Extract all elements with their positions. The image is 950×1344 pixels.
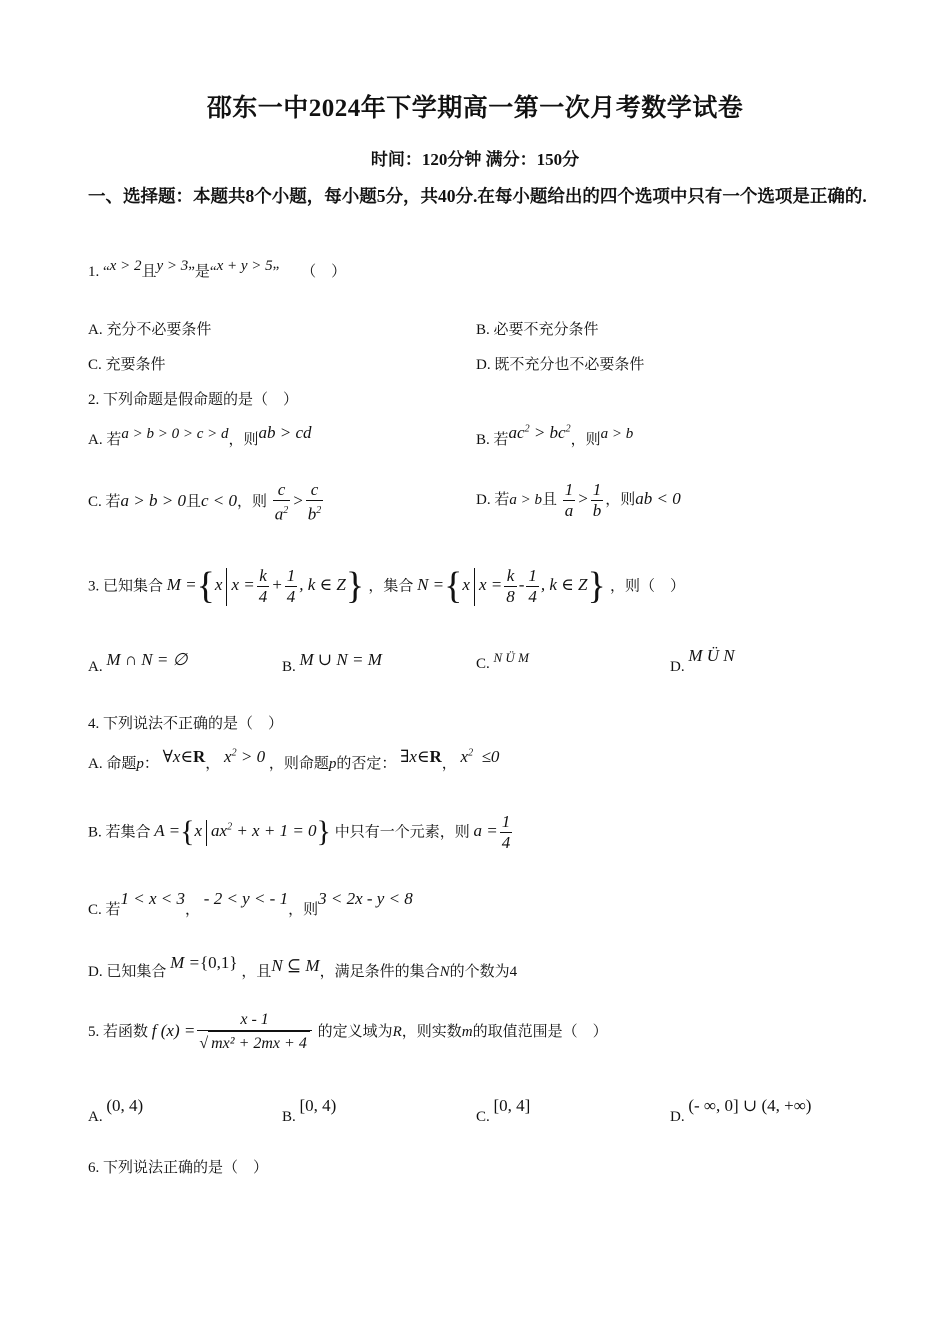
q6-stem: 6. 下列说法正确的是（ ） <box>88 1160 269 1176</box>
q4-b-set: A ={x $ax^2 + x + 1 = 0$} <box>154 815 331 849</box>
q2-option-a: A. 若a > b > 0 > c > d，则ab > cd <box>88 423 312 448</box>
exam-time-score: 时间：120分钟 满分：150分 <box>370 150 580 169</box>
q2-a-result: ab > cd <box>258 423 312 442</box>
q3-option-d: D. M Ü N <box>670 646 735 675</box>
q2-d-cond1: a > b <box>509 491 542 508</box>
q4-b-value: a = $\frac{1}{4}$ <box>473 812 511 852</box>
q4-option-a: A. 命题p： ∀x∈R， $x^2 > 0$ ，则命题p的否定： ∃x∈R， $x^2 \le 0$ <box>88 747 500 772</box>
q3-option-a: A. M ∩ N = ∅ <box>88 650 188 675</box>
q4-a-neg-ineq: $x^2 \le 0$ <box>460 747 500 766</box>
q1-option-c: C. 充要条件 <box>88 357 166 373</box>
q3-set-n: N ={x x = $\frac{k}{8}$ - $\frac{1}{4}$ , k ∈ Z} <box>417 565 606 608</box>
q5-option-a: A. (0, 4) <box>88 1096 144 1125</box>
q2-d-frac-left: $\frac{1}{a}$ <box>564 480 574 520</box>
q2-option-b: B. 若$ac^2 > bc^2$，则a > b <box>476 423 634 448</box>
exam-title: 邵东一中2024年下学期高一第一次月考数学试卷 <box>206 95 744 122</box>
section-heading: 一、选择题：本题共8个小题，每小题5分，共40分.在每小题给出的四个选项中只有一个选项是正确的. <box>88 186 867 206</box>
q5-function: f (x) = $\frac{x - 1}{\text{√ mx² + 2mx + 4}}$ <box>152 1021 314 1040</box>
q3-option-c: C. N Ü M <box>476 650 529 672</box>
question-3: 3. 已知集合 M ={x x = $\frac{k}{4}$ + $\frac{1}{4}$ , k ∈ Z} ，集合 N ={x x = $\frac{k}{8}$ - $\frac{1}{4}$ , k ∈ Z} ，则（ ） <box>88 565 685 608</box>
q1-number: 1. “ <box>88 264 110 280</box>
question-5: 5. 若函数 f (x) = $\frac{x - 1}{\text{√ mx² + 2mx + 4}}$ 的定义域为R，则实数m的取值范围是（ ） <box>88 1011 608 1052</box>
q2-d-result: ab < 0 <box>635 488 681 508</box>
q2-c-frac-right: $\frac{c}{b^2}$ <box>307 480 322 524</box>
q4-option-d: D. 已知集合 M ={0,1} ，且N ⊆ M，满足条件的集合N的个数为4 <box>88 953 518 980</box>
q2-stem: 2. 下列命题是假命题的是（ ） <box>88 392 299 408</box>
q2-a-condition: a > b > 0 > c > d <box>121 426 229 442</box>
q4-a-ineq: $x^2 > 0$ <box>224 747 266 766</box>
q1-option-d: D. 既不充分也不必要条件 <box>476 357 645 373</box>
q3-option-b: B. M ∪ N = M <box>282 650 382 675</box>
q1-end: ” <box>272 264 280 280</box>
q1-blank: （ ） <box>301 264 347 280</box>
q2-c-cond2: c < 0 <box>200 490 238 510</box>
q4-a-exists: ∃x∈R <box>400 747 442 766</box>
q2-d-frac-right: $\frac{1}{b}$ <box>592 480 602 520</box>
q1-cond-y: y > 3 <box>156 258 189 274</box>
q4-option-c: C. 若1 < x < 3， - 2 < y < - 1，则3 < 2x - y < 8 <box>88 889 413 918</box>
q1-mid: ”是“ <box>188 264 217 280</box>
q1-cond-sum: x + y > 5 <box>216 258 273 274</box>
q2-c-frac-left: $\frac{c}{a^2}$ <box>274 480 289 524</box>
q4-option-b: B. 若集合 A ={x $ax^2 + x + 1 = 0$} 中只有一个元素，则 a = $\frac{1}{4}$ <box>88 812 514 853</box>
q4-d-set: M ={0,1} <box>170 953 238 972</box>
q5-option-d: D. (- ∞, 0] ∪ (4, +∞) <box>670 1096 812 1125</box>
q2-c-cond1: a > b > 0 <box>120 490 186 510</box>
q3-set-m: M ={x x = $\frac{k}{4}$ + $\frac{1}{4}$ , k ∈ Z} <box>166 565 365 608</box>
q2-option-d: D. 若a > b且 $\frac{1}{a}$ > $\frac{1}{b}$ ，则ab < 0 <box>476 480 681 520</box>
q1-option-a: A. 充分不必要条件 <box>88 322 212 338</box>
q5-option-c: C. [0, 4] <box>476 1096 531 1125</box>
q1-cond-x: x > 2 <box>109 258 142 274</box>
question-1 <box>88 260 346 281</box>
q4-stem: 4. 下列说法不正确的是（ ） <box>88 716 284 732</box>
q1-option-b: B. 必要不充分条件 <box>476 322 599 338</box>
q2-b-condition: $ac^2 > bc^2$ <box>508 423 571 442</box>
q2-b-result: a > b <box>600 426 634 442</box>
q2-option-c: C. 若a > b > 0且c < 0，则 $\frac{c}{a^2}$ > $\frac{c}{b^2}$ <box>88 480 322 524</box>
q1-and: 且 <box>141 264 157 280</box>
q4-a-forall: ∀x∈R <box>162 747 206 766</box>
q5-option-b: B. [0, 4) <box>282 1096 337 1125</box>
